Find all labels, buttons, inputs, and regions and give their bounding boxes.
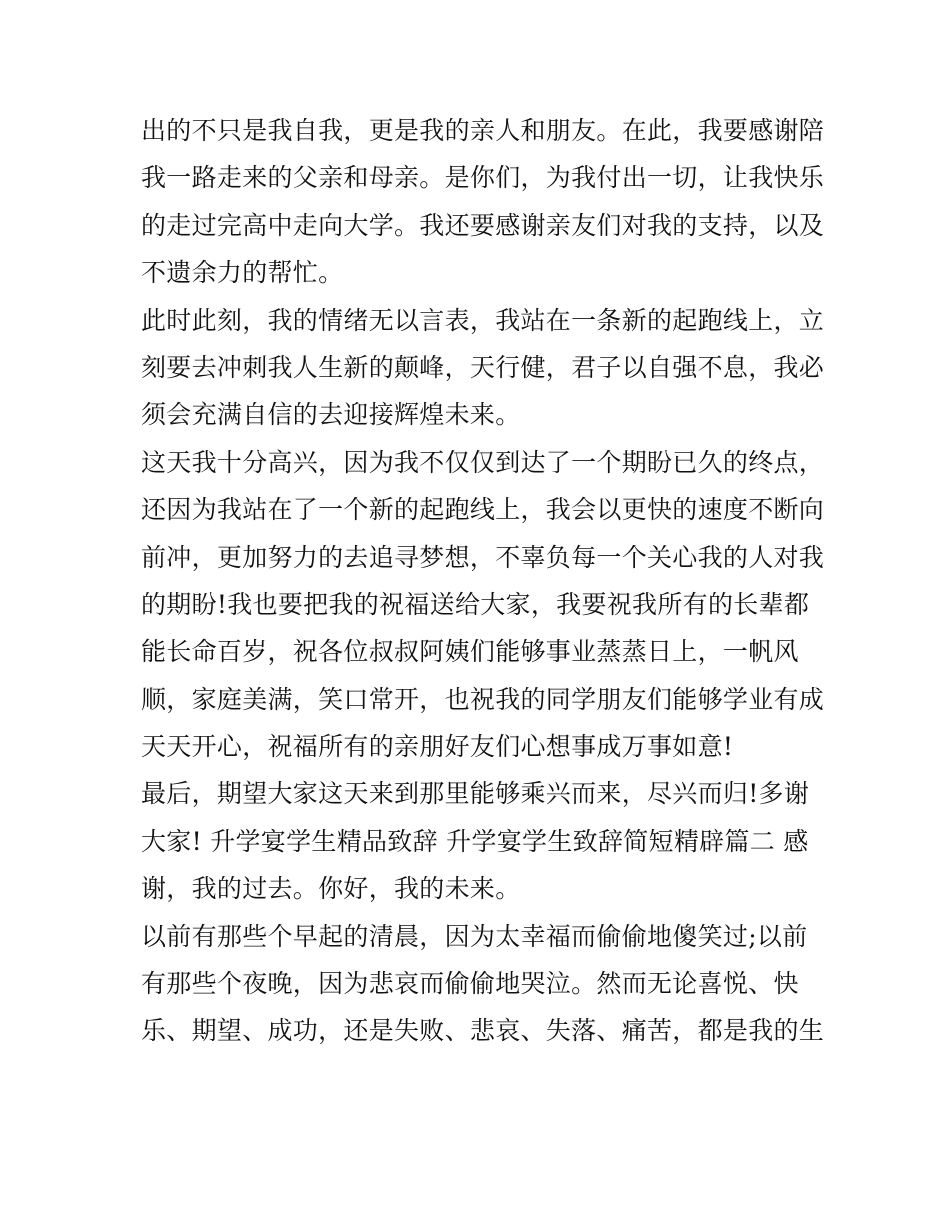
text-line: 刻要去冲刺我人生新的颠峰，天行健，君子以自强不息，我必 — [141, 352, 825, 382]
paragraph-gratitude — [141, 107, 825, 297]
document-body — [141, 107, 825, 1055]
text-line: 这天我十分高兴，因为我不仅仅到达了一个期盼已久的终点， — [141, 447, 825, 477]
text-line: 我一路走来的父亲和母亲。是你们，为我付出一切，让我快乐 — [141, 163, 825, 193]
text-line: 前冲，更加努力的去追寻梦想，不辜负每一个关心我的人对我 — [141, 542, 825, 572]
text-line: 最后，期望大家这天来到那里能够乘兴而来，尽兴而归!多谢 — [141, 779, 810, 809]
text-line: 以前有那些个早起的清晨，因为太幸福而偷偷地傻笑过;以前 — [141, 921, 808, 951]
text-line: 乐、期望、成功，还是失败、悲哀、失落、痛苦，都是我的生 — [141, 1016, 825, 1046]
text-line: 谢，我的过去。你好，我的未来。 — [141, 874, 521, 904]
text-line: 还因为我站在了一个新的起跑线上，我会以更快的速度不断向 — [141, 495, 825, 525]
text-line: 能长命百岁，祝各位叔叔阿姨们能够事业蒸蒸日上，一帆风 — [141, 637, 799, 667]
paragraph-blessings — [141, 439, 825, 771]
text-line: 此时此刻，我的情绪无以言表，我站在一条新的起跑线上，立 — [141, 305, 825, 335]
paragraph-past — [141, 913, 825, 1055]
text-line: 顺，家庭美满，笑口常开，也祝我的同学朋友们能够学业有成 — [141, 684, 825, 714]
text-line: 大家! 升学宴学生精品致辞 升学宴学生致辞简短精辟篇二 感 — [141, 826, 809, 856]
text-line: 的期盼!我也要把我的祝福送给大家，我要祝我所有的长辈都 — [141, 589, 810, 619]
text-line: 的走过完高中走向大学。我还要感谢亲友们对我的支持，以及 — [141, 210, 825, 240]
text-line: 出的不只是我自我，更是我的亲人和朋友。在此，我要感谢陪 — [141, 116, 825, 145]
paragraph-new-start — [141, 297, 825, 439]
text-line: 有那些个夜晚，因为悲哀而偷偷地哭泣。然而无论喜悦、快 — [141, 969, 799, 999]
text-line: 天天开心，祝福所有的亲朋好友们心想事成万事如意! — [141, 732, 734, 762]
text-line: 不遗余力的帮忙。 — [141, 258, 344, 288]
text-line: 须会充满自信的去迎接辉煌未来。 — [141, 400, 521, 430]
paragraph-closing — [141, 770, 813, 912]
